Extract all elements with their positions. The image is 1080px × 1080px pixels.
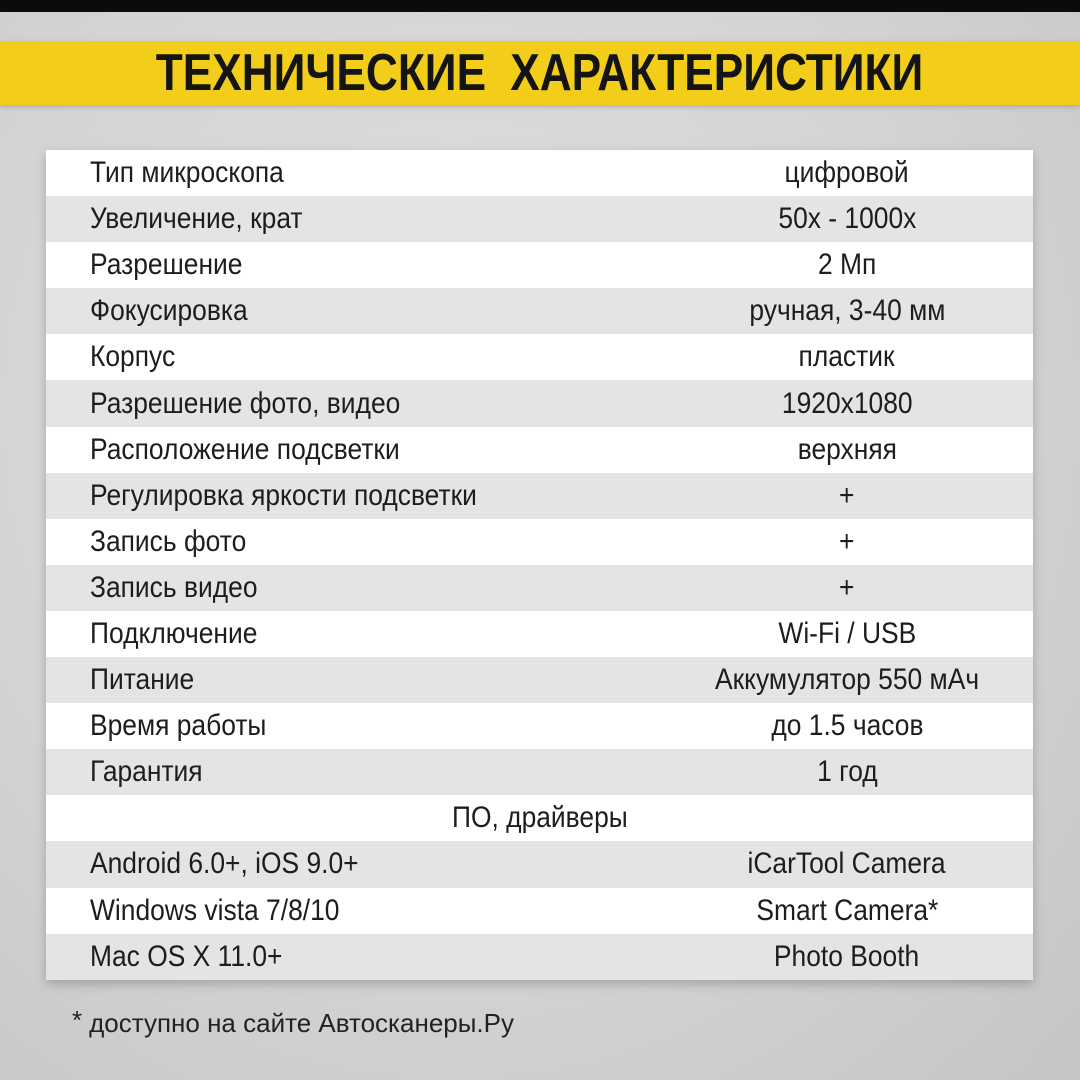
table-row	[46, 473, 1033, 519]
row-label-cell	[46, 248, 661, 282]
table-row	[46, 565, 1033, 611]
table-row	[46, 611, 1033, 657]
table-row	[46, 288, 1033, 334]
table-row	[46, 380, 1033, 426]
table-row	[46, 888, 1033, 934]
row-label: Увеличение, крат	[90, 202, 303, 236]
row-label: Время работы	[90, 709, 267, 743]
table-row	[46, 427, 1033, 473]
row-value: Photo Booth	[774, 939, 920, 973]
row-label: Корпус	[90, 340, 176, 374]
row-value: ручная, 3-40 мм	[748, 294, 946, 328]
row-label-cell	[46, 479, 661, 513]
row-value: +	[839, 478, 855, 512]
row-value: 2 Мп	[817, 248, 877, 282]
table-row	[46, 657, 1033, 703]
row-label-cell	[46, 940, 661, 974]
row-value: Аккумулятор 550 мАч	[714, 663, 980, 697]
row-label-cell	[46, 525, 661, 559]
row-label-cell	[46, 202, 661, 236]
row-value-cell	[661, 248, 1033, 282]
row-label: Подключение	[90, 616, 258, 650]
row-value-cell	[661, 294, 1033, 328]
row-value: iCarTool Camera	[747, 847, 947, 881]
footnote-marker: *	[72, 1005, 83, 1035]
row-value: Wi-Fi / USB	[778, 616, 916, 650]
row-value-cell	[661, 709, 1033, 743]
row-label-cell	[46, 571, 661, 605]
row-label: Тип микроскопа	[90, 156, 284, 190]
row-value-cell	[661, 156, 1033, 190]
row-label: Гарантия	[90, 755, 203, 789]
top-black-bar	[0, 0, 1080, 12]
table-section-row	[46, 795, 1033, 841]
row-label-cell	[46, 387, 661, 421]
row-value-cell	[661, 433, 1033, 467]
row-value-cell	[661, 387, 1033, 421]
row-value: верхняя	[797, 432, 897, 466]
table-row	[46, 196, 1033, 242]
table-row	[46, 749, 1033, 795]
page-title: ТЕХНИЧЕСКИЕ ХАРАКТЕРИСТИКИ	[156, 44, 924, 102]
row-label-cell	[46, 433, 661, 467]
row-label-cell	[46, 709, 661, 743]
row-value: Smart Camera*	[756, 893, 938, 927]
row-label-cell	[46, 847, 661, 881]
section-title: ПО, драйверы	[451, 801, 628, 835]
footnote-text: доступно на сайте Автосканеры.Ру	[89, 1008, 514, 1038]
row-value: 1 год	[816, 755, 878, 789]
row-label-cell	[46, 755, 661, 789]
row-value-cell	[661, 617, 1033, 651]
row-label-cell	[46, 617, 661, 651]
row-label-cell	[46, 294, 661, 328]
row-label: Регулировка яркости подсветки	[90, 478, 477, 512]
row-label-cell	[46, 663, 661, 697]
title-banner	[0, 41, 1080, 105]
table-row	[46, 934, 1033, 980]
table-row	[46, 519, 1033, 565]
row-label: Питание	[90, 663, 195, 697]
row-label-cell	[46, 894, 661, 928]
spec-table	[46, 150, 1033, 980]
row-label: Mac OS X 11.0+	[90, 939, 283, 973]
row-value-cell	[661, 571, 1033, 605]
row-value: до 1.5 часов	[770, 709, 924, 743]
row-value-cell	[661, 755, 1033, 789]
row-label: Разрешение фото, видео	[90, 386, 401, 420]
row-label-cell	[46, 156, 661, 190]
row-value: +	[839, 570, 855, 604]
row-label: Android 6.0+, iOS 9.0+	[90, 847, 359, 881]
row-value-cell	[661, 525, 1033, 559]
row-label: Windows vista 7/8/10	[90, 893, 340, 927]
row-value-cell	[661, 894, 1033, 928]
row-value-cell	[661, 847, 1033, 881]
row-label: Запись видео	[90, 570, 258, 604]
footnote	[72, 1005, 514, 1039]
table-row	[46, 841, 1033, 887]
row-value: 1920x1080	[781, 386, 913, 420]
row-value: +	[839, 524, 855, 558]
row-value-cell	[661, 340, 1033, 374]
row-value: пластик	[799, 340, 895, 374]
table-row	[46, 150, 1033, 196]
table-row	[46, 334, 1033, 380]
row-value: цифровой	[784, 156, 910, 190]
row-label: Фокусировка	[90, 294, 248, 328]
row-label: Запись фото	[90, 524, 247, 558]
row-value-cell	[661, 202, 1033, 236]
row-value-cell	[661, 663, 1033, 697]
row-value: 50x - 1000x	[778, 202, 916, 236]
row-value-cell	[661, 479, 1033, 513]
table-row	[46, 703, 1033, 749]
row-label: Разрешение	[90, 248, 243, 282]
row-label: Расположение подсветки	[90, 432, 400, 466]
row-label-cell	[46, 340, 661, 374]
table-row	[46, 242, 1033, 288]
row-value-cell	[661, 940, 1033, 974]
